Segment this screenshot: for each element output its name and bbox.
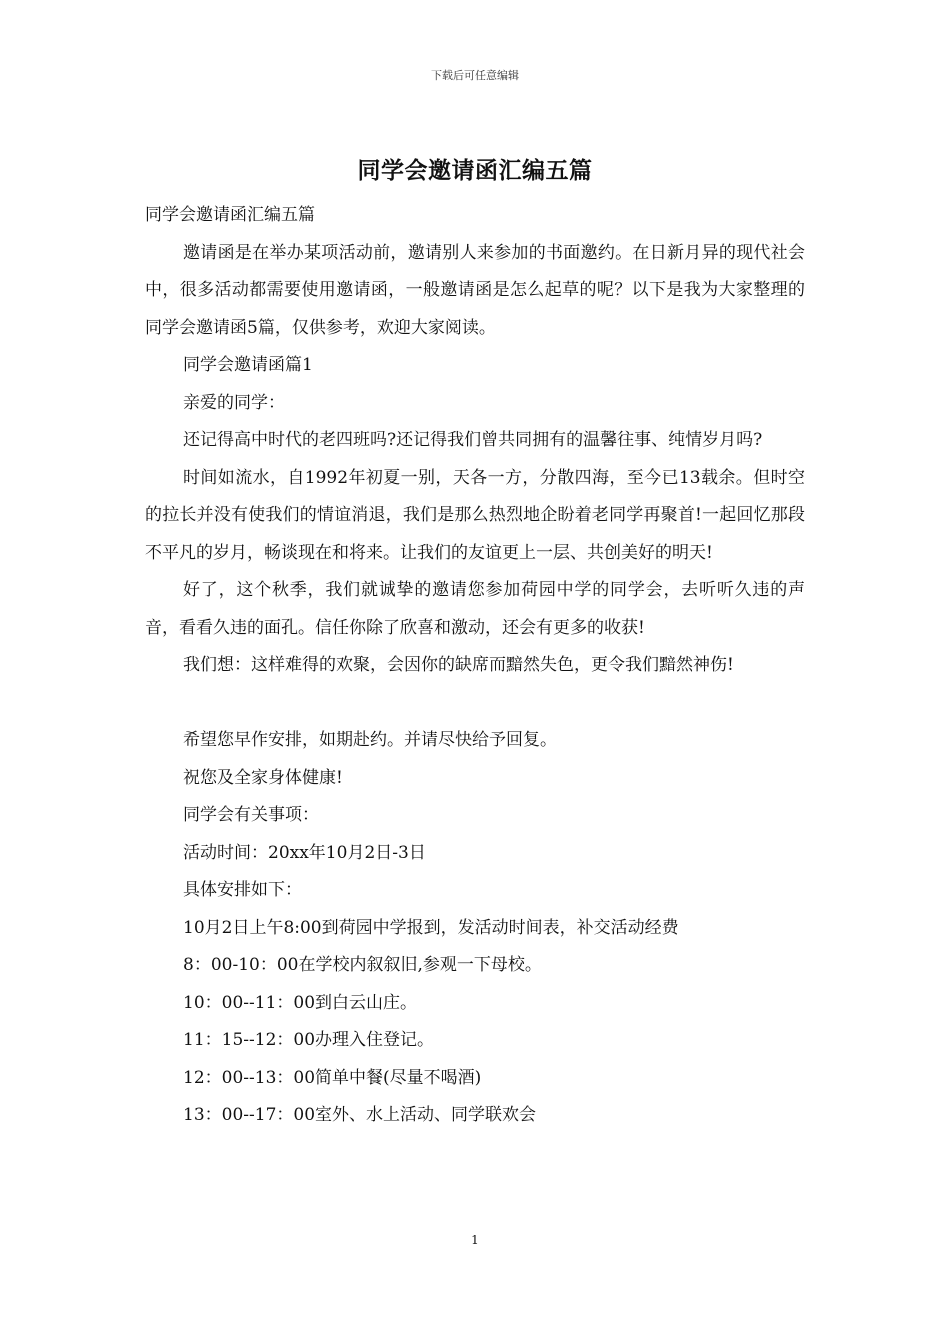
paragraph: 活动时间：20xx年10月2日-3日 bbox=[183, 842, 426, 863]
schedule-item: 10月2日上午8:00到荷园中学报到，发活动时间表，补交活动经费 bbox=[183, 917, 679, 938]
schedule-item: 8：00-10：00在学校内叙叙旧,参观一下母校。 bbox=[183, 955, 542, 975]
schedule-item: 12：00--13：00简单中餐(尽量不喝酒) bbox=[183, 1067, 482, 1088]
section-heading: 同学会邀请函篇1 bbox=[183, 355, 313, 375]
subtitle: 同学会邀请函汇编五篇 bbox=[145, 205, 315, 225]
paragraph: 还记得高中时代的老四班吗?还记得我们曾共同拥有的温馨往事、纯情岁月吗? bbox=[183, 430, 763, 450]
page-header-note: 下载后可任意编辑 bbox=[431, 69, 519, 82]
paragraph: 祝您及全家身体健康! bbox=[183, 767, 343, 788]
intro-paragraph: 邀请函是在举办某项活动前，邀请别人来参加的书面邀约。在日新月异的现代社会中，很多活动都需要使用邀请函，一般邀请函是怎么起草的呢？以下是我为大家整理的同学会邀请函5篇，仅供参考，欢迎大家阅读。 bbox=[145, 242, 805, 338]
schedule-item: 13：00--17：00室外、水上活动、同学联欢会 bbox=[183, 1105, 537, 1125]
schedule-item: 10：00--11：00到白云山庄。 bbox=[183, 992, 418, 1013]
schedule-item: 11：15--12：00办理入住登记。 bbox=[183, 1030, 435, 1050]
paragraph: 我们想：这样难得的欢聚，会因你的缺席而黯然失色，更令我们黯然神伤! bbox=[183, 655, 734, 675]
paragraph: 具体安排如下： bbox=[183, 880, 302, 900]
document-title: 同学会邀请函汇编五篇 bbox=[357, 157, 593, 184]
paragraph: 希望您早作安排，如期赴约。并请尽快给予回复。 bbox=[183, 730, 557, 750]
paragraph: 时间如流水，自1992年初夏一别，天各一方，分散四海，至今已13载余。但时空的拉长并没有使我们的情谊消退，我们是那么热烈地企盼着老同学再聚首!一起回忆那段不平凡的岁月，畅谈现在和将来。让我们的友谊更上一层、共创美好的明天! bbox=[145, 467, 805, 563]
page-number: 1 bbox=[471, 1233, 479, 1247]
paragraph: 同学会有关事项： bbox=[183, 805, 319, 825]
salutation: 亲爱的同学： bbox=[183, 392, 285, 413]
document-body bbox=[145, 197, 805, 1135]
paragraph: 好了，这个秋季，我们就诚挚的邀请您参加荷园中学的同学会，去听听久违的声音，看看久违的面孔。信任你除了欣喜和激动，还会有更多的收获! bbox=[145, 580, 805, 638]
blank-line bbox=[145, 685, 805, 723]
